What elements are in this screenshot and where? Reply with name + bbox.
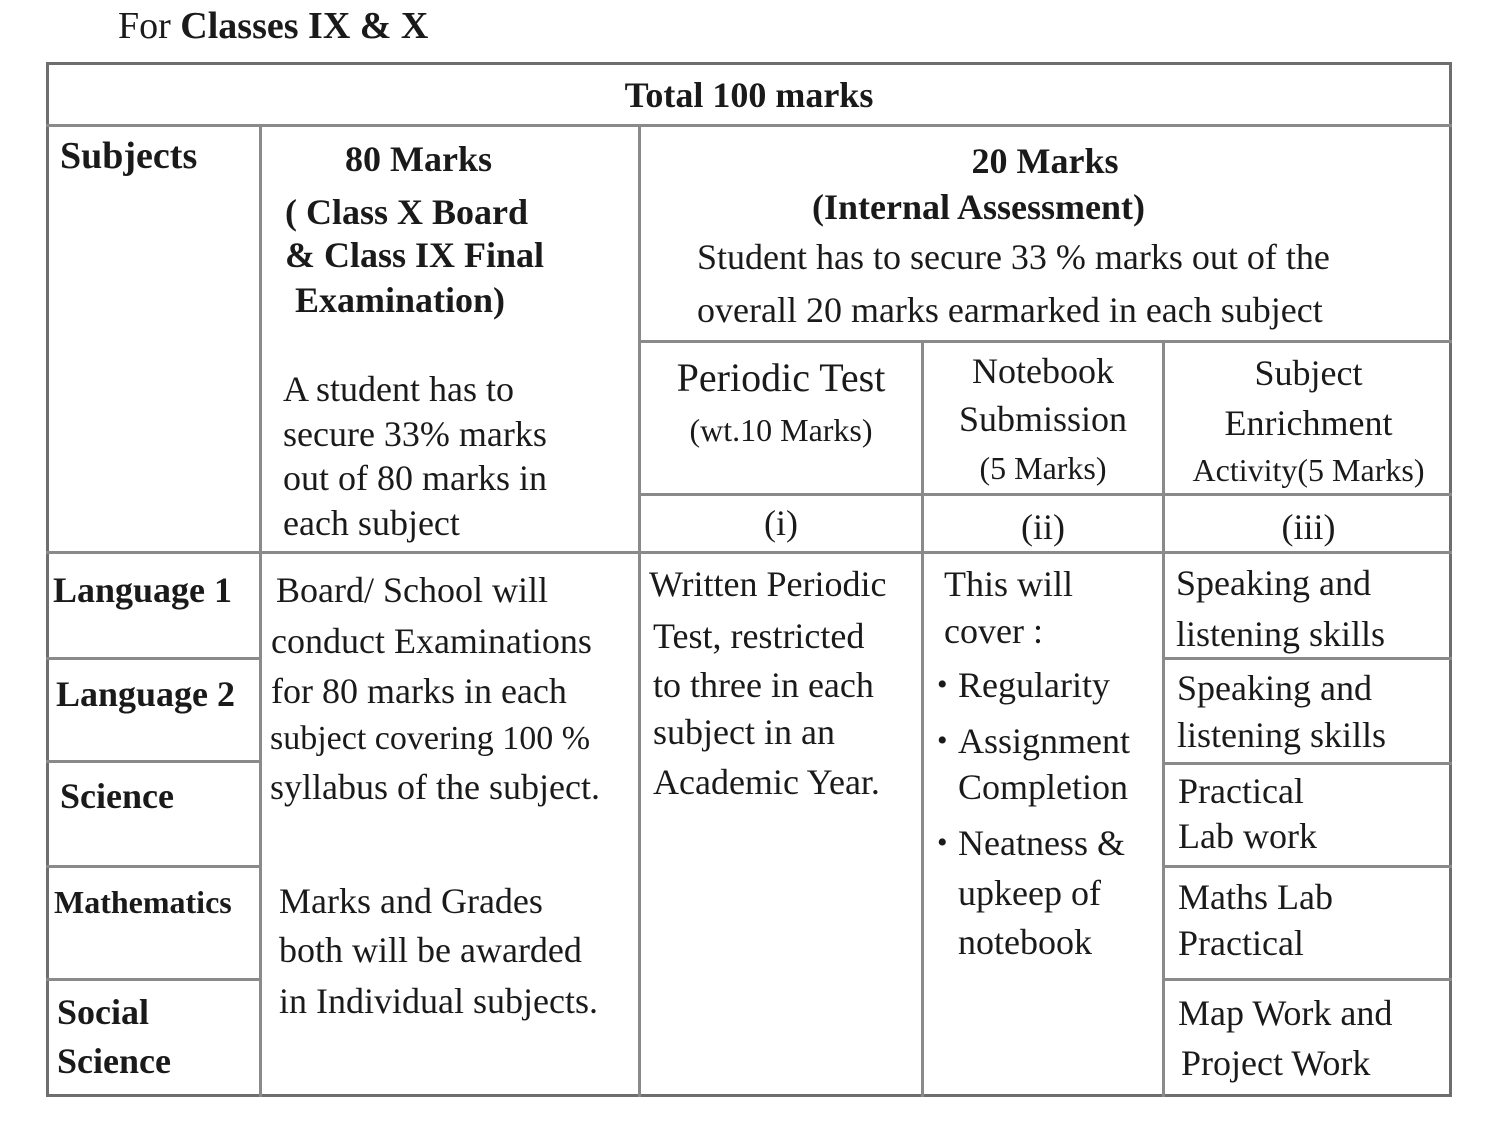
total-marks-header: Total 100 marks: [624, 75, 874, 115]
notebook-bullet-line: Assignment: [958, 721, 1131, 761]
subject-name: Science: [57, 1041, 171, 1081]
roman-ii: (ii): [1021, 507, 1065, 547]
subject-name: Science: [60, 776, 174, 816]
activity-line: Lab work: [1178, 816, 1317, 856]
activity-line: Speaking and: [1177, 668, 1372, 708]
board-sub-3: Examination): [295, 280, 506, 320]
rule-board-col: [638, 124, 641, 1097]
roman-iii: (iii): [1281, 507, 1336, 547]
notebook-header: Submission: [958, 399, 1128, 439]
board-body-line: conduct Examinations: [271, 621, 592, 661]
activity-line: Project Work: [1181, 1043, 1371, 1083]
subjects-header: Subjects: [60, 135, 198, 177]
activity-line: Practical: [1178, 771, 1304, 811]
internal-note-line: Student has to secure 33 % marks out of the: [697, 237, 1330, 277]
activity-line: listening skills: [1176, 614, 1386, 654]
periodic-test-header: Periodic Test: [676, 355, 886, 400]
notebook-intro-line: This will: [944, 564, 1074, 604]
board-sub-2: & Class IX Final: [285, 235, 545, 275]
notebook-weight: (5 Marks): [979, 450, 1107, 486]
periodic-body-line: Written Periodic: [649, 564, 887, 604]
rule-row-1: [46, 657, 261, 660]
rule-row-3-activity: [1162, 865, 1452, 868]
rule-row-4-activity: [1162, 978, 1452, 981]
board-body-line: for 80 marks in each: [271, 671, 567, 711]
subject-name: Language 2: [56, 674, 236, 714]
bullet-marker: •: [937, 826, 948, 859]
enrichment-header: Enrichment: [1224, 403, 1393, 443]
subject-name: Social: [57, 992, 150, 1032]
rule-header-bottom: [46, 551, 1452, 554]
rule-row-1-activity: [1162, 657, 1452, 660]
periodic-body-line: Test, restricted: [653, 616, 865, 656]
periodic-test-weight: (wt.10 Marks): [689, 412, 873, 448]
board-body-line: subject covering 100 %: [270, 720, 591, 757]
rule-below-internal: [638, 340, 1452, 343]
rule-above-roman: [638, 493, 1452, 496]
board-note-line: out of 80 marks in: [283, 458, 547, 498]
board-body-line: syllabus of the subject.: [270, 767, 600, 807]
rule-row-2-activity: [1162, 762, 1452, 765]
board-note-line: A student has to: [283, 369, 514, 409]
internal-sub: (Internal Assessment): [812, 187, 1145, 227]
board-note-line: secure 33% marks: [283, 414, 547, 454]
activity-line: listening skills: [1177, 715, 1387, 755]
activity-line: Map Work and: [1178, 993, 1393, 1033]
heading-prefix: For: [118, 5, 171, 47]
bullet-marker: •: [937, 724, 948, 757]
rule-subjects-col: [259, 124, 262, 1097]
notebook-bullet-line: Neatness &: [958, 823, 1125, 863]
notebook-bullet-line: Completion: [958, 767, 1128, 807]
periodic-body-line: subject in an: [653, 712, 835, 752]
board-body-line: Board/ School will: [276, 570, 548, 610]
roman-i: (i): [764, 503, 798, 543]
board-note-line: each subject: [283, 503, 460, 543]
board-body-line: Marks and Grades: [279, 881, 543, 921]
heading-classes: Classes IX & X: [180, 5, 429, 47]
board-body-line: in Individual subjects.: [279, 981, 598, 1021]
activity-line: Maths Lab: [1178, 877, 1333, 917]
rule-row-2: [46, 760, 261, 763]
enrichment-weight: Activity(5 Marks): [1192, 452, 1425, 488]
periodic-body-line: to three in each: [653, 665, 874, 705]
activity-line: Practical: [1178, 923, 1304, 963]
internal-note-line: overall 20 marks earmarked in each subject: [697, 290, 1323, 330]
subject-name: Language 1: [53, 570, 233, 610]
subject-name: Mathematics: [54, 884, 232, 920]
activity-line: Speaking and: [1176, 563, 1371, 603]
notebook-bullet-line: Regularity: [958, 665, 1110, 705]
rule-row-4: [46, 978, 261, 981]
rule-row-3: [46, 865, 261, 868]
board-title: 80 Marks: [345, 139, 492, 179]
notebook-bullet-line: upkeep of: [958, 873, 1101, 913]
notebook-bullet-line: notebook: [958, 922, 1092, 962]
notebook-intro-line: cover :: [944, 611, 1043, 651]
internal-title: 20 Marks: [971, 141, 1119, 181]
page-heading: [118, 2, 428, 50]
board-body-line: both will be awarded: [279, 930, 582, 970]
periodic-body-line: Academic Year.: [653, 762, 880, 802]
bullet-marker: •: [937, 668, 948, 701]
enrichment-header: Subject: [1254, 353, 1363, 393]
notebook-header: Notebook: [972, 351, 1114, 391]
rule-below-total: [46, 124, 1452, 127]
board-sub-1: ( Class X Board: [285, 192, 529, 232]
